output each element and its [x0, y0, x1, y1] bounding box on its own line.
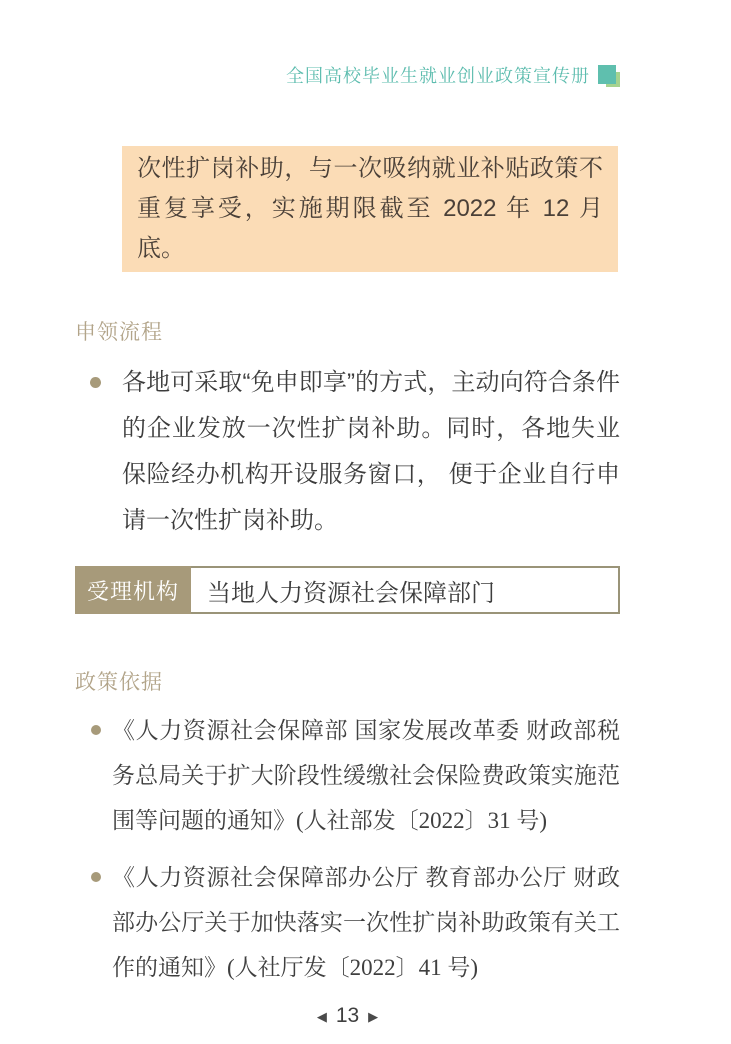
logo-teal-square-icon — [598, 65, 616, 84]
policy-basis-item — [75, 708, 620, 843]
booklet-logo-icon — [598, 65, 619, 86]
pager — [75, 1004, 620, 1028]
policy-basis-text: 《人力资源社会保障部 国家发展改革委 财政部税务总局关于扩大阶段性缓缴社会保险费政策实施范围等问题的通知》(人社部发〔2022〕31 号) — [112, 718, 620, 833]
page-content — [75, 146, 620, 1028]
policy-basis-item — [75, 855, 620, 990]
highlighted-note: 次性扩岗补助，与一次吸纳就业补贴政策不重复享受，实施期限截至 2022 年 12 月底。 — [122, 146, 618, 272]
section-heading-policy-basis: 政策依据 — [75, 671, 163, 694]
process-bullet-text: 各地可采取“免申即享”的方式，主动向符合条件的企业发放一次性扩岗补助。同时，各地失业保险经办机构开设服务窗口， 便于企业自行申请一次性扩岗补助。 — [122, 369, 620, 534]
bullet-dot-icon — [91, 725, 101, 735]
page-header — [0, 0, 731, 88]
agency-value: 当地人力资源社会保障部门 — [207, 579, 496, 607]
policy-basis-text: 《人力资源社会保障部办公厅 教育部办公厅 财政部办公厅关于加快落实一次性扩岗补助政策有关工作的通知》(人社厅发〔2022〕41 号) — [112, 865, 620, 980]
process-bullet-item — [75, 360, 620, 544]
next-page-icon[interactable]: ▶ — [368, 1008, 379, 1024]
agency-label: 受理机构 — [75, 566, 191, 614]
agency-box — [75, 566, 620, 614]
booklet-title: 全国高校毕业生就业创业政策宣传册 — [286, 66, 590, 86]
bullet-dot-icon — [91, 872, 101, 882]
bullet-dot-icon — [90, 377, 101, 388]
page-number: 13 — [335, 1004, 360, 1027]
prev-page-icon[interactable]: ◀ — [316, 1008, 327, 1024]
section-heading-process: 申领流程 — [75, 321, 163, 344]
